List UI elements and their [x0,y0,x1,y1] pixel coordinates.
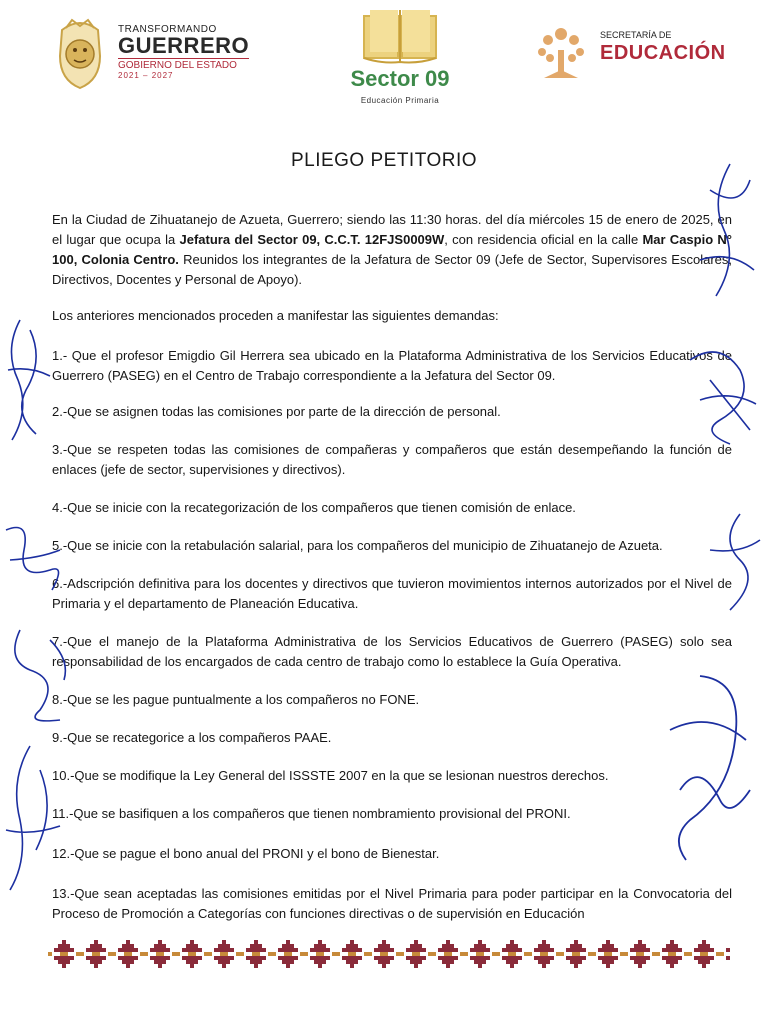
demand-item: 1.- Que el profesor Emigdio Gil Herrera sea ubicado en la Plataforma Administrativa de los Servicios Educativos de Guerrero (PASEG) en el Centro de Trabajo correspondiente a la Jefatura del Sector 09. [52,348,732,383]
secretaria-line2: EDUCACIÓN [600,42,726,64]
demand-item: 8.-Que se les pague puntualmente a los compañeros no FONE. [52,692,420,707]
demand-item: 6.-Adscripción definitiva para los docentes y directivos que tuvieron movimientos internos autorizados por el Nivel de Primaria y el departamento de Planeación Educativa. [52,576,732,611]
lead-line: Los anteriores mencionados proceden a manifestar las siguientes demandas: [52,308,499,323]
open-book-icon [360,6,440,66]
intro-text-d: Mar Caspio N° 100, Colonia Centro. [52,232,732,267]
demand-item: 5.-Que se inicie con la retabulación salarial, para los compañeros del municipio de Zihuatanejo de Azueta. [52,538,663,553]
demand-item: 13.-Que sean aceptadas las comisiones emitidas por el Nivel Primaria para poder participar en la Convocatoria del Proceso de Promoción a Categorías con funciones directivas o de supervisión en Educación [52,886,732,921]
sector-subtitle: Educación Primaria [360,96,440,105]
guerrero-line3: GOBIERNO DEL ESTADO [118,58,249,71]
guerrero-years: 2021 – 2027 [118,71,174,80]
guerrero-line2: GUERRERO [118,33,250,58]
guerrero-logo [48,14,248,94]
intro-paragraph [52,210,732,290]
state-seal-icon [52,16,108,90]
intro-text-b: Jefatura del Sector 09, C.C.T. 12FJS0009W [179,232,445,247]
demand-item: 9.-Que se recategorice a los compañeros PAAE. [52,730,332,745]
tree-emblem-icon [534,22,588,80]
secretaria-line1: SECRETARÍA DE [600,30,672,40]
demand-item: 4.-Que se inicie con la recategorización de los compañeros que tienen comisión de enlace. [52,500,576,515]
document-title: PLIEGO PETITORIO [290,150,478,171]
sector-title: Sector 09 [350,66,450,91]
demand-item: 7.-Que el manejo de la Plataforma Administrativa de los Servicios Educativos de Guerrero (PASEG) solo sea responsabilidad de los encargados de cada centro de trabajo como lo establece la Guía Operativa. [52,634,732,669]
intro-text-c: , con residencia oficial en la calle [444,232,643,247]
secretaria-educacion-logo [534,20,734,90]
sector-logo [330,6,470,110]
intro-text-a: En la Ciudad de Zihuatanejo de Azueta, Guerrero; siendo las 11:30 horas. del día miércoles 15 de enero de 2025, en el lugar que ocupa la [52,212,732,247]
demand-item: 10.-Que se modifique la Ley General del ISSSTE 2007 en la que se lesionan nuestros derechos. [52,768,609,783]
demand-item: 12.-Que se pague el bono anual del PRONI y el bono de Bienestar. [52,846,440,861]
intro-text-e: Reunidos los integrantes de la Jefatura de Sector 09 (Jefe de Sector, Supervisores Escolares, Directivos, Docentes y Personal de Apoyo). [52,252,732,287]
demand-item: 2.-Que se asignen todas las comisiones por parte de la dirección de personal. [52,404,501,419]
signature-left-1 [0,310,60,450]
demand-item: 3.-Que se respeten todas las comisiones de compañeras y compañeros que están desempeñando la función de enlaces (jefe de sector, supervisiones y directivos). [52,442,732,477]
guerrero-line1: TRANSFORMANDO [118,24,217,35]
demand-item: 11.-Que se basifiquen a los compañeros que tienen nombramiento provisional del PRONI. [52,806,571,821]
embroidery-border [48,938,730,970]
